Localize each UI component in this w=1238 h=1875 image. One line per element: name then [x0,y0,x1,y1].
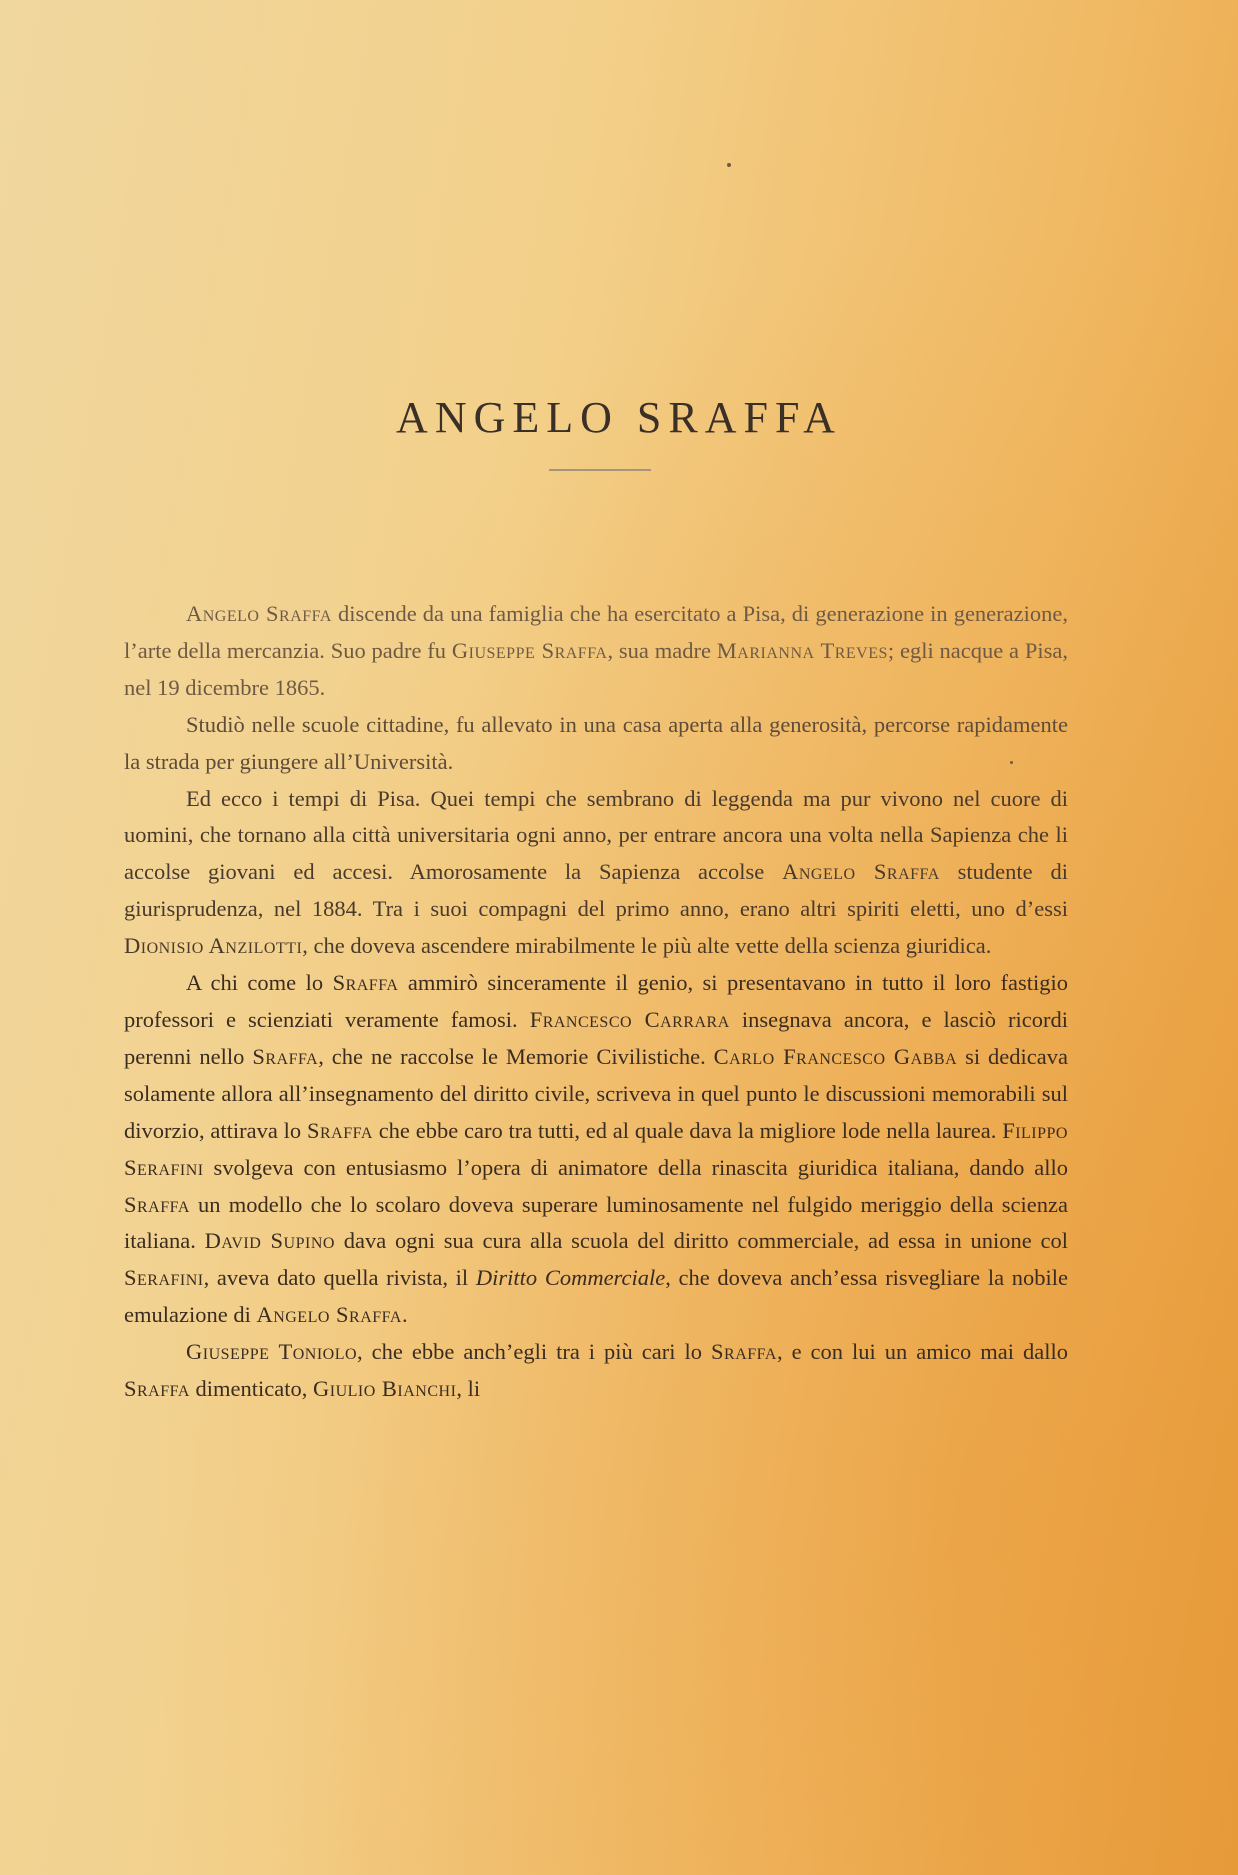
person-name: Marianna Treves [716,637,888,663]
person-name: Sraffa [332,970,399,996]
person-name: David Supino [204,1228,335,1254]
title-divider [549,469,651,471]
text-run: dava ogni sua cura alla scuola del diritto commerciale, ad essa in unione col [334,1228,1068,1254]
text-run: un modello che lo scolaro doveva superare luminosamente nel fulgido meriggio della scienza italiana. [124,1191,1068,1254]
person-name: Giuseppe Sraffa [451,637,608,663]
text-run: svolgeva con entusiasmo l’opera di animatore della rinascita giuridica italiana, dando allo [203,1154,1068,1180]
ink-speck [727,163,731,167]
person-name: Sraffa [711,1339,777,1365]
person-name: Giulio Bianchi [313,1376,457,1402]
work-title: Diritto Commerciale [475,1265,666,1291]
body-text [124,596,1068,1408]
paragraph [124,1334,1068,1408]
page-title: ANGELO SRAFFA [396,393,842,442]
text-run: Studiò nelle scuole cittadine, fu allevato in una casa aperta alla generosità, percorse rapidamente la strada per giungere all’Università. [124,711,1068,774]
text-run: , e con lui un amico mai dallo [776,1339,1068,1365]
text-run: studente di giurisprudenza, nel 1884. Tra i suoi compagni del primo anno, erano altri spiriti eletti, uno d’essi [124,859,1068,922]
text-run: , li [456,1376,481,1402]
person-name: Angelo Sraffa [782,859,940,885]
person-name: Sraffa [306,1117,373,1143]
text-run: , sua madre [607,637,717,663]
text-run: si dedicava solamente allora all’insegnamento del diritto civile, scriveva in quel punto le discussioni memorabili sul divorzio, attirava lo [124,1043,1068,1143]
person-name: Serafini [124,1265,204,1291]
text-run: insegnava ancora, e lasciò ricordi perenni nello [124,1006,1068,1069]
person-name: Sraffa [124,1376,190,1402]
text-run: ; egli nacque a Pisa, nel 19 dicembre 1865. [124,637,1068,700]
text-run: , che doveva ascendere mirabilmente le più alte vette della scienza giuridica. [302,933,992,959]
text-run: che ebbe caro tra tutti, ed al quale dava la migliore lode nella laurea. [372,1117,1003,1143]
person-name: Angelo Sraffa [256,1302,402,1328]
text-run: , che ne raccolse le Memorie Civilistiche. [318,1043,714,1069]
text-run: . [401,1302,408,1328]
paragraph [124,707,1068,781]
person-name: Giuseppe Toniolo [186,1339,358,1365]
paragraph [124,781,1068,966]
person-name: Sraffa [252,1043,319,1069]
text-run: discende da una famiglia che ha esercitato a Pisa, di generazione in generazione, l’arte della mercanzia. Suo padre fu [124,601,1068,663]
text-run: dimenticato, [189,1376,313,1402]
text-run: ammirò sinceramente il genio, si presentavano in tutto il loro fastigio professori e scienziati veramente famosi. [124,970,1068,1032]
text-run: , che doveva anch’essa risvegliare la nobile emulazione di [124,1265,1068,1328]
person-name: Francesco Carrara [529,1006,730,1032]
person-name: Dionisio Anzilotti [124,933,303,959]
person-name: Filippo Serafini [124,1117,1068,1180]
text-run: , che ebbe anch’egli tra i più cari lo [357,1339,712,1365]
text-run: , aveva dato quella rivista, il [203,1265,476,1291]
paragraph [124,596,1068,707]
person-name: Carlo Francesco Gabba [713,1043,958,1069]
text-run: A chi come lo [186,970,333,996]
text-run: Ed ecco i tempi di Pisa. Quei tempi che sembrano di leggenda ma pur vivono nel cuore di uomini, che tornano alla città universitaria ogni anno, per entrare ancora una volta nella Sapienza che li accolse giovani ed accesi. Amorosamente la Sapienza accolse [124,785,1068,885]
person-name: Angelo Sraffa [186,601,332,626]
paragraph [124,965,1068,1334]
person-name: Sraffa [124,1191,190,1217]
